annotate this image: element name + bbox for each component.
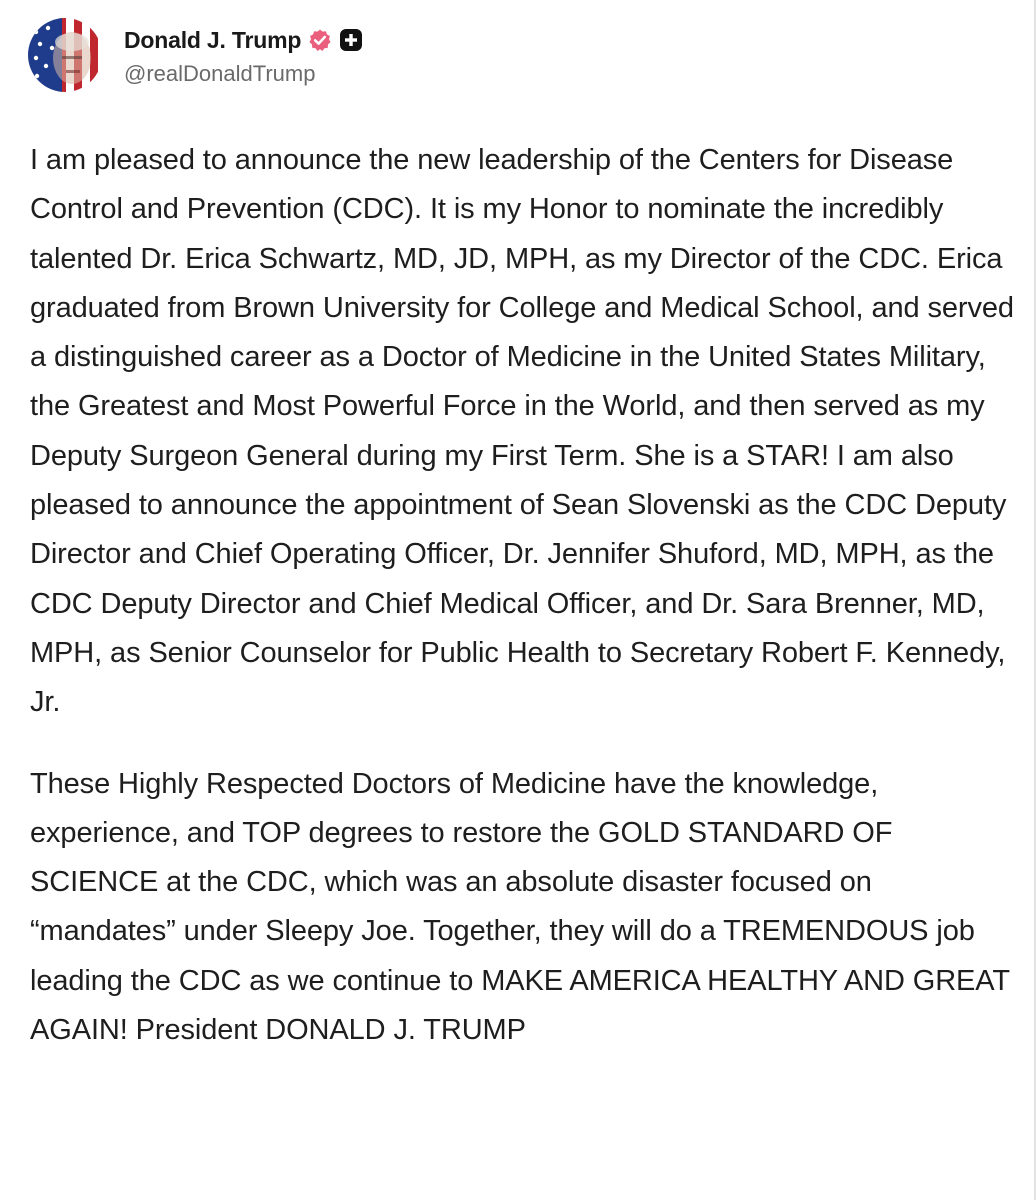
avatar[interactable]: [28, 18, 102, 92]
author-handle[interactable]: @realDonaldTrump: [124, 61, 316, 86]
verified-badge-icon: [308, 28, 332, 52]
post-header: [28, 17, 362, 93]
name-row: [124, 23, 362, 57]
author-identity: [124, 23, 362, 87]
post-paragraph: These Highly Respected Doctors of Medicine have the knowledge, experience, and TOP degrees to restore the GOLD STANDARD OF SCIENCE at the CDC, which was an absolute disaster focused on “mandates” under Sleepy Joe. Together, they will do a TREMENDOUS job leading the CDC as we continue to MAKE AMERICA HEALTHY AND GREAT AGAIN! President DONALD J. TRUMP: [30, 767, 1010, 1047]
flag-portrait-avatar-icon: [28, 18, 102, 92]
post-body: [30, 136, 1020, 1055]
plus-badge-icon: [340, 29, 362, 51]
post-paragraph: I am pleased to announce the new leadership of the Centers for Disease Control and Prevention (CDC). It is my Honor to nominate the incredibly talented Dr. Erica Schwartz, MD, JD, MPH, as my Director of the CDC. Erica graduated from Brown University for College and Medical School, and served a distinguished career as a Doctor of Medicine in the United States Military, the Greatest and Most Powerful Force in the World, and then served as my Deputy Surgeon General during my First Term. She is a STAR! I am also pleased to announce the appointment of Sean Slovenski as the CDC Deputy Director and Chief Operating Officer, Dr. Jennifer Shuford, MD, MPH, as the CDC Deputy Director and Chief Medical Officer, and Dr. Sara Brenner, MD, MPH, as Senior Counselor for Public Health to Secretary Robert F. Kennedy, Jr.: [30, 144, 1014, 719]
author-display-name[interactable]: Donald J. Trump: [124, 26, 302, 53]
